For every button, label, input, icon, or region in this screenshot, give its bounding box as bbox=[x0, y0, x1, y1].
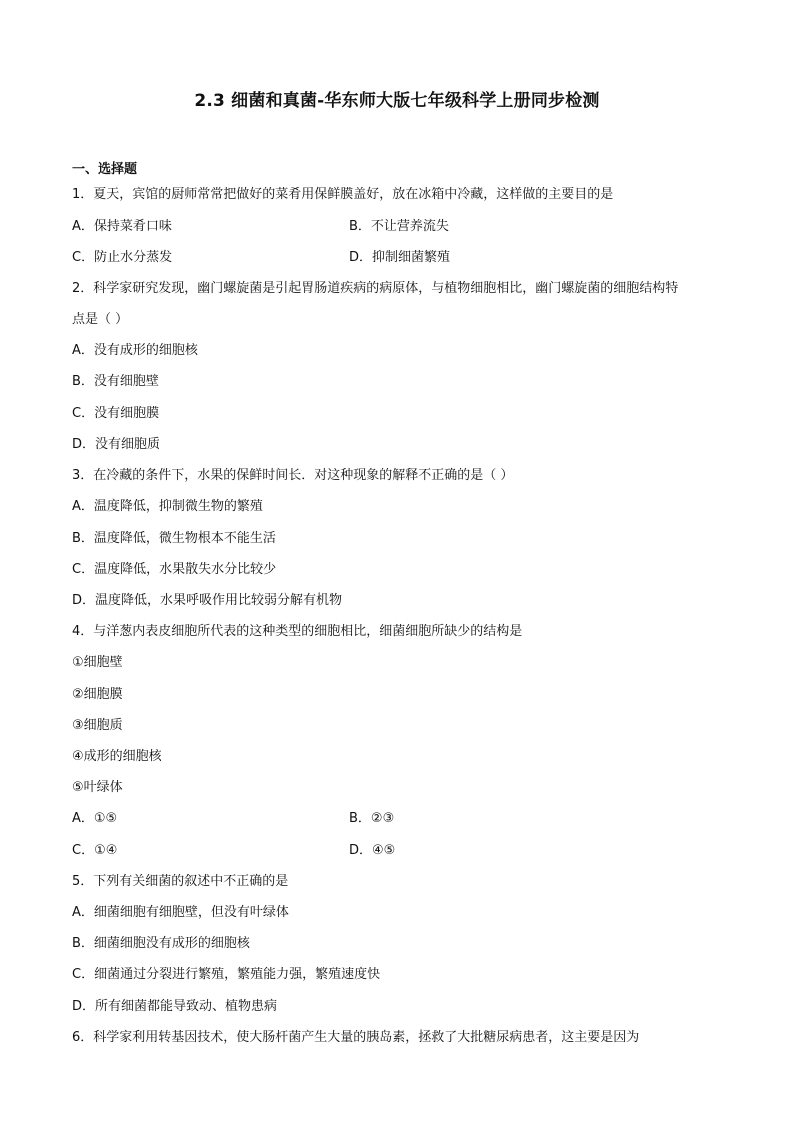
q5-option-b: B．细菌细胞没有成形的细胞核 bbox=[72, 936, 250, 951]
q4-option-d: D．④⑤ bbox=[349, 843, 396, 858]
q2-option-a: A．没有成形的细胞核 bbox=[72, 343, 198, 358]
q2-option-c: C．没有细胞膜 bbox=[72, 406, 160, 421]
q4-option-b: B．②③ bbox=[349, 811, 395, 826]
q5-option-a: A．细菌细胞有细胞壁，但没有叶绿体 bbox=[72, 905, 289, 920]
q4-structure-2: ②细胞膜 bbox=[72, 687, 123, 702]
q3-option-c: C．温度降低，水果散失水分比较少 bbox=[72, 562, 277, 577]
document-title: 2.3 细菌和真菌-华东师大版七年级科学上册同步检测 bbox=[194, 91, 600, 111]
q1-stem: 1．夏天，宾馆的厨师常常把做好的菜肴用保鲜膜盖好，放在冰箱中冷藏，这样做的主要目的是 bbox=[72, 187, 614, 202]
q3-option-a: A．温度降低，抑制微生物的繁殖 bbox=[72, 499, 263, 514]
q3-option-b: B．温度降低，微生物根本不能生活 bbox=[72, 531, 276, 546]
q4-structure-4: ④成形的细胞核 bbox=[72, 749, 162, 764]
q6-stem: 6．科学家利用转基因技术，使大肠杆菌产生大量的胰岛素，拯救了大批糖尿病患者，这主要是因为 bbox=[72, 1030, 640, 1045]
q2-stem-line1: 2．科学家研究发现，幽门螺旋菌是引起胃肠道疾病的病原体，与植物细胞相比，幽门螺旋菌的细胞结构特 bbox=[72, 281, 679, 296]
q4-option-c: C．①④ bbox=[72, 843, 118, 858]
q4-option-a: A．①⑤ bbox=[72, 811, 118, 826]
section-heading: 一、选择题 bbox=[72, 162, 138, 177]
q5-option-d: D．所有细菌都能导致动、植物患病 bbox=[72, 999, 278, 1014]
q2-option-d: D．没有细胞质 bbox=[72, 437, 161, 452]
q1-option-d: D．抑制细菌繁殖 bbox=[349, 250, 451, 265]
q4-stem: 4．与洋葱内表皮细胞所代表的这种类型的细胞相比，细菌细胞所缺少的结构是 bbox=[72, 624, 523, 639]
q5-option-c: C．细菌通过分裂进行繁殖，繁殖能力强，繁殖速度快 bbox=[72, 967, 381, 982]
q1-option-a: A．保持菜肴口味 bbox=[72, 219, 172, 234]
q2-stem-line2: 点是（ ） bbox=[72, 312, 129, 327]
q2-option-b: B．没有细胞壁 bbox=[72, 374, 159, 389]
q4-structure-1: ①细胞壁 bbox=[72, 655, 123, 670]
q1-option-b: B．不让营养流失 bbox=[349, 219, 449, 234]
q5-stem: 5．下列有关细菌的叙述中不正确的是 bbox=[72, 874, 289, 889]
q3-option-d: D．温度降低，水果呼吸作用比较弱分解有机物 bbox=[72, 593, 343, 608]
q3-stem: 3．在冷藏的条件下，水果的保鲜时间长．对这种现象的解释不正确的是（ ） bbox=[72, 468, 514, 483]
q4-structure-5: ⑤叶绿体 bbox=[72, 780, 123, 795]
q1-option-c: C．防止水分蒸发 bbox=[72, 250, 173, 265]
q4-structure-3: ③细胞质 bbox=[72, 718, 123, 733]
